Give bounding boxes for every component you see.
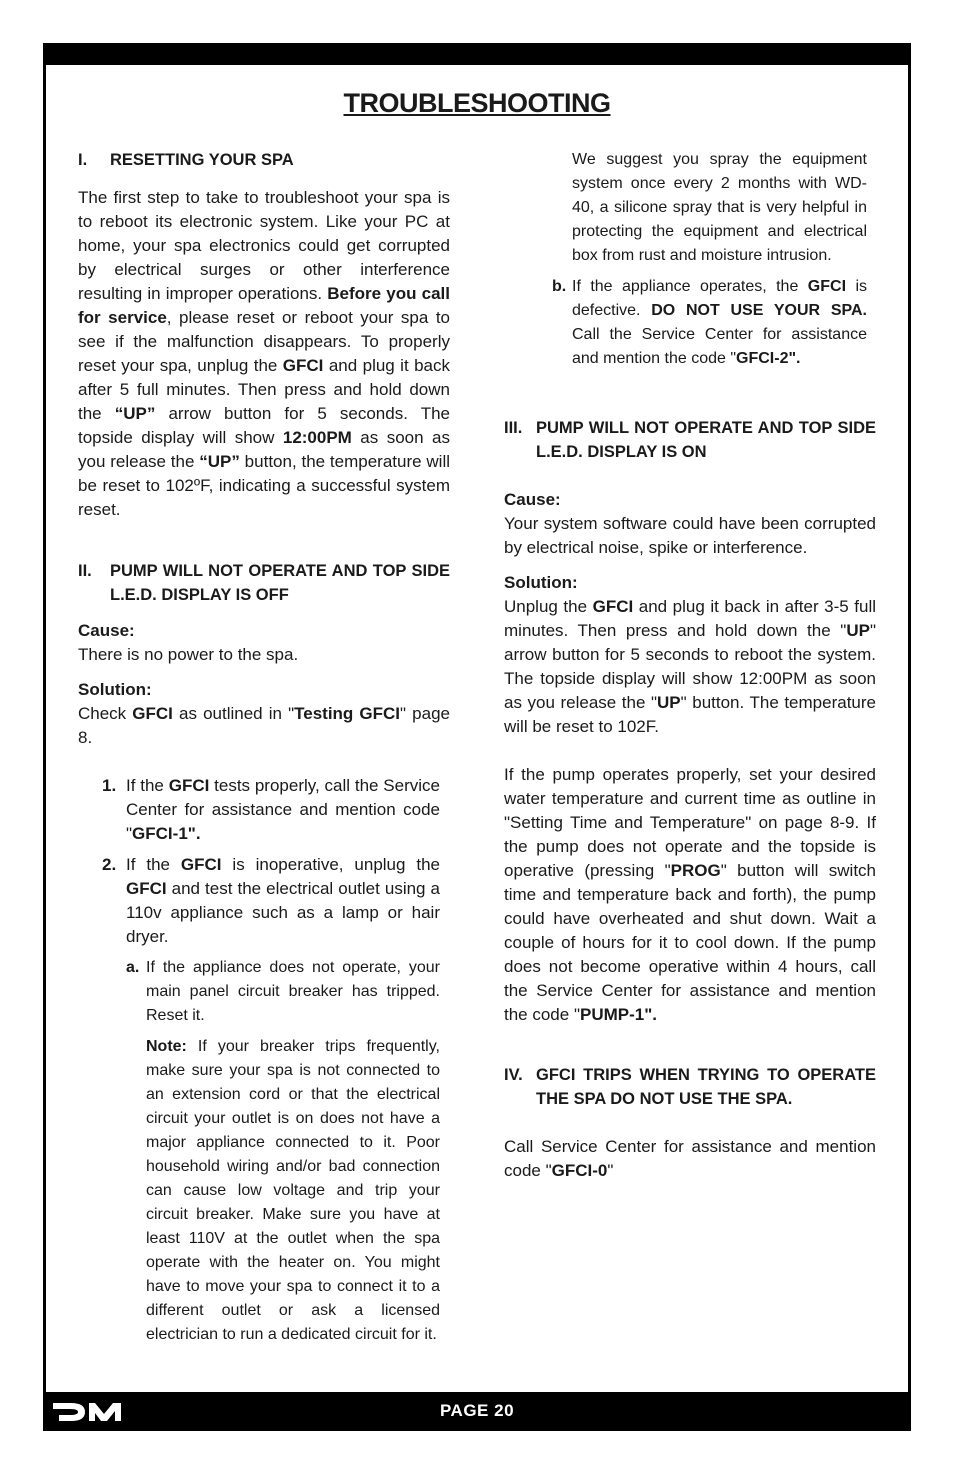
section-3-heading: III. PUMP WILL NOT OPERATE AND TOP SIDE L.E.D. DISPLAY IS ON: [504, 419, 876, 461]
solution-label-3: Solution:: [504, 573, 578, 592]
solution-text: Check GFCI as outlined in "Testing GFCI" page 8.: [78, 704, 450, 747]
section-3-paragraph-2: If the pump operates properly, set your desired water temperature and current time as outline in "Setting Time and Temperature" on page 8-9. If the pump does not operate and the topside is operative (pressing "PROG" button will switch time and temperature back and forth), the pump could have overheated and shut down. Wait a couple of hours for it to cool down. If the pump does not become operative within 4 hours, call the Service Center for assistance and mention the code "PUMP-1".: [504, 765, 876, 1024]
section-1-body: The first step to take to troubleshoot your spa is to reboot its electronic system. Like your PC at home, your spa electronics could get corrupted by electrical surges or other interference resulting in improper operations. Before you call for service, please reset or reboot your spa to see if the malfunction disappears. To properly reset your spa, unplug the GFCI and plug it back after 5 full minutes. Then press and hold down the “UP” arrow button for 5 seconds. The topside display will show 12:00PM as soon as you release the “UP” button, the temperature will be reset to 102ºF, indicating a successful system reset.: [78, 188, 451, 519]
section-4-heading: IV. GFCI TRIPS WHEN TRYING TO OPERATE THE SPA DO NOT USE THE SPA.: [504, 1066, 876, 1108]
section-4-body: Call Service Center for assistance and mention code "GFCI-0": [504, 1137, 876, 1180]
page-number: PAGE 20: [439, 1401, 515, 1420]
left-column: [78, 148, 450, 1347]
note-paragraph: Note: If your breaker trips frequently, make sure your spa is not connected to an extension cord or that the electrical circuit your outlet is on does not have a major appliance connected to it. Poor household wiring and/or bad connection can cause low voltage and trip your circuit breaker. Make sure you have at least 110V at the outlet when the spa operate with the heater on. You might have to move your spa to connect it to a different outlet or ask a licensed electrician to run a dedicated circuit for it.: [146, 1038, 440, 1343]
cause-text-3: Your system software could have been corrupted by electrical noise, spike or interference.: [504, 514, 876, 557]
list-item-2: 2. If the GFCI is inoperative, unplug the GFCI and test the electrical outlet using a 110v appliance such as a lamp or hair dryer.: [102, 855, 440, 946]
section-1-heading: I. RESETTING YOUR SPA: [78, 151, 294, 169]
spray-paragraph: We suggest you spray the equipment system once every 2 months with WD-40, a silicone spray that is very helpful in protecting the equipment and electrical box from rust and moisture intrusion.: [572, 151, 867, 264]
right-column: [504, 148, 876, 1183]
solution-label: Solution:: [78, 680, 152, 699]
cause-label: Cause:: [78, 621, 135, 640]
sub-item-a: a. If the appliance does not operate, your main panel circuit breaker has tripped. Reset it.: [126, 959, 440, 1024]
list-item-1: 1. If the GFCI tests properly, call the Service Center for assistance and mention code "GFCI-1".: [102, 776, 440, 843]
cause-label-3: Cause:: [504, 490, 561, 509]
page-title: TROUBLESHOOTING: [343, 88, 611, 118]
cause-text: There is no power to the spa.: [78, 645, 299, 664]
section-2-heading: II. PUMP WILL NOT OPERATE AND TOP SIDE L.E.D. DISPLAY IS OFF: [78, 562, 450, 604]
solution-text-3: Unplug the GFCI and plug it back in after 3-5 full minutes. Then press and hold down the "UP" arrow button for 5 seconds to reboot the system. The topside display will show 12:00PM as soon as you release the "UP" button. The temperature will be reset to 102F.: [504, 597, 877, 736]
sub-item-b: b. If the appliance operates, the GFCI is defective. DO NOT USE YOUR SPA. Call the Service Center for assistance and mention the code "GFCI-2".: [552, 278, 868, 367]
footer-bar: [43, 1392, 911, 1431]
